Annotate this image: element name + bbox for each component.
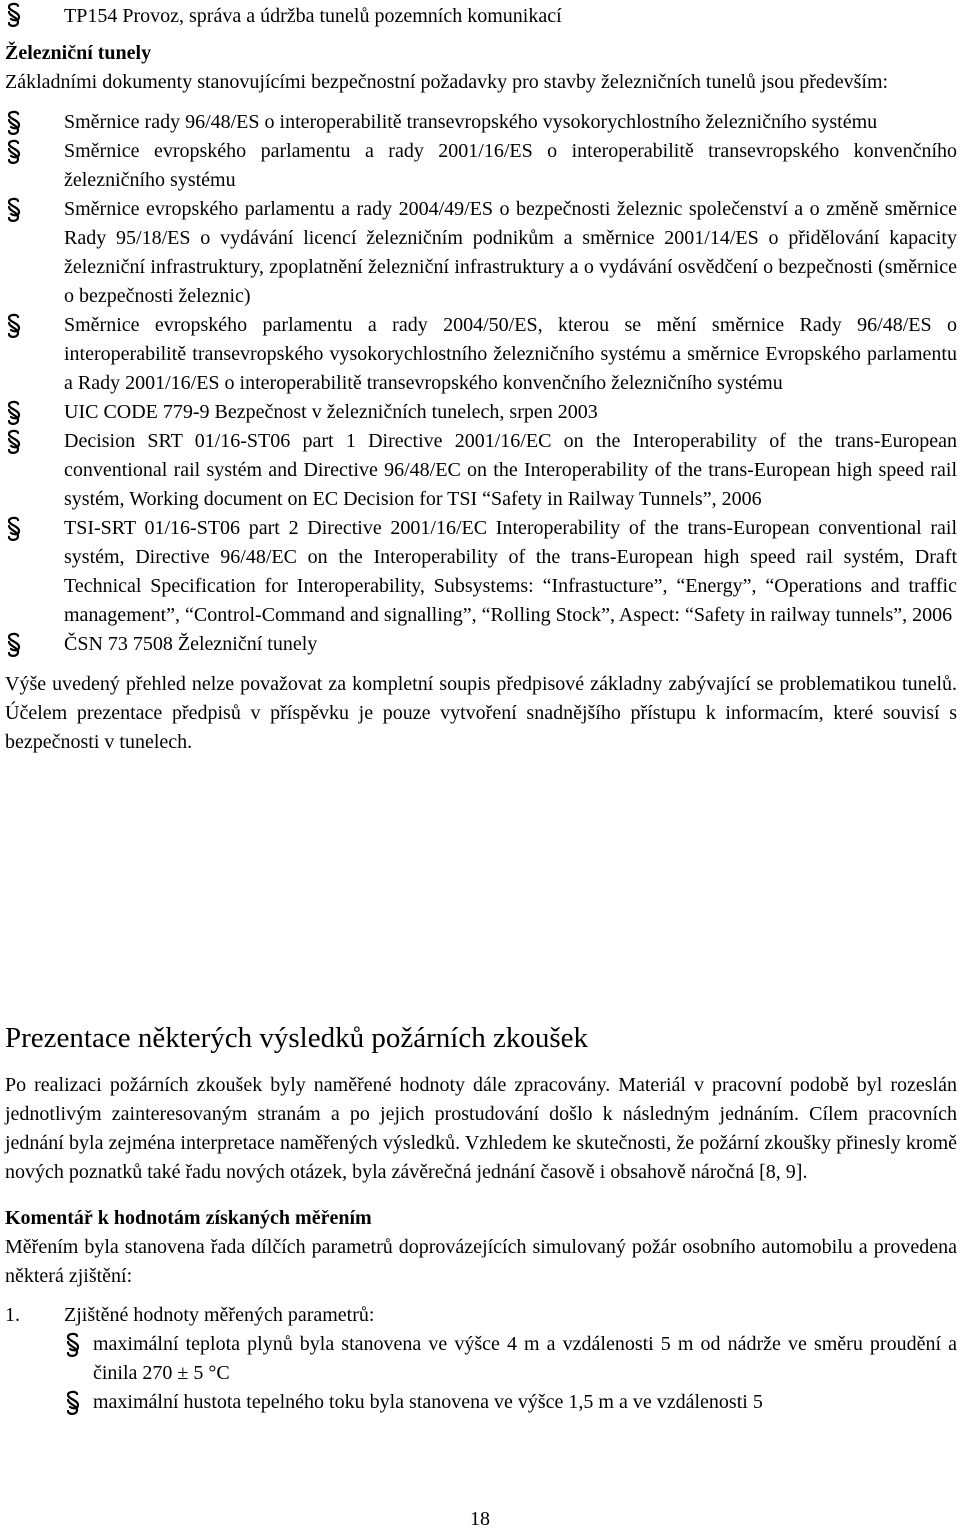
header-title: TP154 Provoz, správa a údržba tunelů pozemních komunikací <box>64 5 562 27</box>
numbered-list <box>5 1301 957 1417</box>
list-item: Decision SRT 01/16-ST06 part 1 Directive 2001/16/EC on the Interoperability of the trans-European conventional rail systém and Directive 96/48/EC on the Interoperability of the trans-European high speed rail systém, Working document on EC Decision for TSI “Safety in Railway Tunnels”, 2006 <box>5 427 957 514</box>
section-sign-icon <box>5 139 23 165</box>
section-heading: Prezentace některých výsledků požárních zkoušek <box>5 1022 588 1054</box>
section-sign-icon <box>64 1332 82 1358</box>
subsection-title: Komentář k hodnotám získaných měřením <box>5 1207 372 1229</box>
results-paragraph: Po realizaci požárních zkoušek byly naměřené hodnoty dále zpracovány. Materiál v pracovní podobě byl rozeslán jednotlivým zainteresovaným stranám a po jejich prostudování došlo k následným jednáním. Cílem pracovních jednání byla zejména interpretace naměřených výsledků. Vzhledem ke skutečnosti, že požární zkoušky přinesly kromě nových poznatků také řadu nových otázek, byla závěrečná jednání časově i obsahově náročná [8, 9]. <box>5 1074 957 1183</box>
section-sign-icon <box>5 429 23 455</box>
section-fire-tests <box>5 1020 957 1417</box>
intro-paragraph: Základními dokumenty stanovujícími bezpečnostní požadavky pro stavby železničních tunelů jsou především: <box>5 71 889 93</box>
numbered-item <box>5 1301 957 1417</box>
section-sign-icon <box>5 400 23 426</box>
list-item: Směrnice evropského parlamentu a rady 2004/49/ES o bezpečnosti železnic společenství a o změně směrnice Rady 95/18/ES o vydávání licencí železničním podnikům a směrnice 2001/14/ES o přidělování kapacity železniční infrastruktury, zpoplatnění železniční infrastruktury a o vydávání osvědčení o bezpečnosti (směrnice o bezpečnosti železnic) <box>5 195 957 311</box>
measurement-paragraph: Měřením byla stanovena řada dílčích parametrů doprovázejících simulovaný požár osobního automobilu a provedena některá zjištění: <box>5 1236 957 1287</box>
section-sign-icon <box>5 632 23 658</box>
section-railway-tunnels <box>5 39 957 757</box>
list-item: Směrnice evropského parlamentu a rady 2001/16/ES o interoperabilitě transevropského konvenčního železničního systému <box>5 137 957 195</box>
section-title: Železniční tunely <box>5 42 152 64</box>
page-number: 18 <box>470 1508 490 1530</box>
page-header <box>5 2 957 30</box>
section-sign-icon <box>5 110 23 136</box>
list-item: TSI-SRT 01/16-ST06 part 2 Directive 2001/16/EC Interoperability of the trans-European conventional rail systém, Directive 96/48/EC on the Interoperability of the trans-European high speed rail systém, Draft Technical Specification for Interoperability, Subsystems: “Infrastucture”, “Energy”, “Operations and traffic management”, “Control-Command and signalling”, “Rolling Stock”, Aspect: “Safety in railway tunnels”, 2006 <box>5 514 957 630</box>
list-item: UIC CODE 779-9 Bezpečnost v železničních tunelech, srpen 2003 <box>5 398 957 427</box>
section-sign-icon <box>5 2 23 28</box>
sub-list-item: maximální hustota tepelného toku byla stanovena ve výšce 1,5 m a ve vzdálenosti 5 <box>64 1388 957 1417</box>
section-sign-icon <box>64 1390 82 1416</box>
list-item: Směrnice evropského parlamentu a rady 2004/50/ES, kterou se mění směrnice Rady 96/48/ES o interoperabilitě transevropského vysokorychlostního železničního systému a směrnice Evropského parlamentu a Rady 2001/16/ES o interoperabilitě transevropského konvenčního železničního systému <box>5 311 957 398</box>
list-item: Směrnice rady 96/48/ES o interoperabilitě transevropského vysokorychlostního železničního systému <box>5 108 957 137</box>
sub-list <box>64 1330 957 1417</box>
section-sign-icon <box>5 516 23 542</box>
sub-list-item: maximální teplota plynů byla stanovena ve výšce 4 m a vzdálenosti 5 m od nádrže ve směru proudění a činila 270 ± 5 °C <box>64 1330 957 1388</box>
item-label: Zjištěné hodnoty měřených parametrů: <box>64 1304 375 1326</box>
list-item: ČSN 73 7508 Železniční tunely <box>5 630 957 659</box>
section-sign-icon <box>5 313 23 339</box>
document-list <box>5 108 957 659</box>
section-sign-icon <box>5 197 23 223</box>
closing-paragraph: Výše uvedený přehled nelze považovat za kompletní soupis předpisové základny zabývající se problematikou tunelů. Účelem prezentace předpisů v příspěvku je pouze vytvoření snadnějšího přístupu k informacím, které souvisí s bezpečnosti v tunelech. <box>5 673 957 753</box>
item-number: 1. <box>5 1304 20 1326</box>
